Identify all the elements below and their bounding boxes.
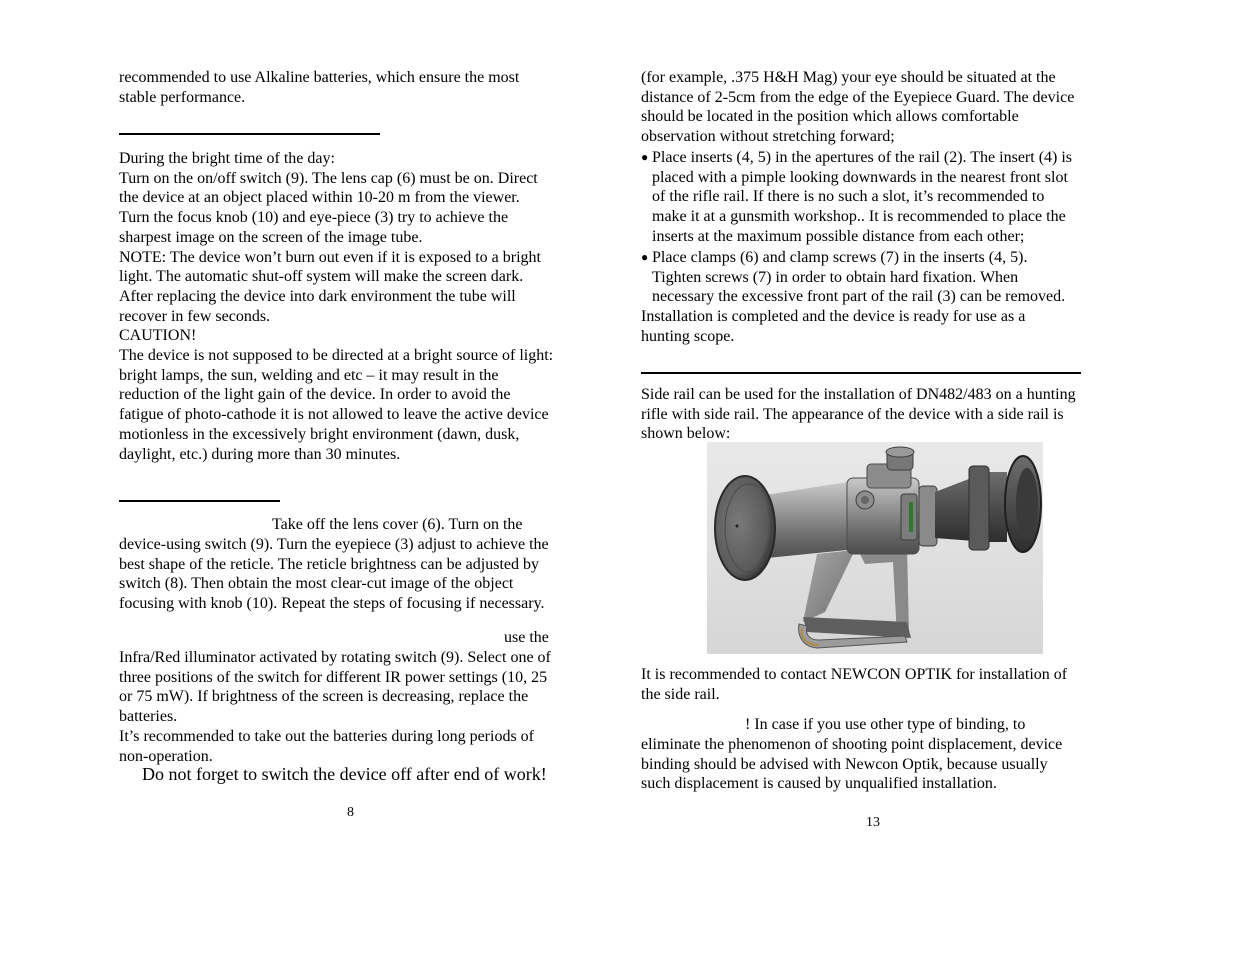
page-number: 13 bbox=[866, 815, 880, 830]
operation-text-first: Take off the lens cover (6). Turn on the bbox=[272, 516, 523, 533]
section-heading-rule bbox=[119, 133, 380, 135]
warning-text: eliminate the phenomenon of shooting point displacement, device binding should be advised with Newcon Optik, because usually such displacement is caused by unqualified installation. bbox=[641, 736, 1063, 793]
device-with-side-rail-image bbox=[707, 442, 1043, 654]
positioning-text: (for example, .375 H&H Mag) your eye should be situated at the distance of 2-5cm from the edge of the Eyepiece Guard. The device should be located in the position which allows comfortable observation without stretching forward; bbox=[641, 69, 1075, 146]
section-heading-rule bbox=[641, 372, 1081, 374]
intro-text: recommended to use Alkaline batteries, which ensure the most stable performance. bbox=[119, 69, 520, 106]
warning-text-first: ! In case if you use other type of binding, to bbox=[745, 716, 1026, 733]
ir-text: Infra/Red illuminator activated by rotating switch (9). Select one of three positions of the switch for different IR power settings (10, 25 or 75 mW). If brightness of the screen is decreasing, replace the batteries. It’s recommended to take out the batteries during long periods of non-operation. bbox=[119, 649, 551, 765]
switch-off-reminder: Do not forget to switch the device off after end of work! bbox=[142, 764, 547, 784]
operation-text: device-using switch (9). Turn the eyepiece (3) adjust to achieve the best shape of the reticle. The reticle brightness can be adjusted by switch (8). Then obtain the most clear-cut image of the object focusing with knob (10). Repeat the steps of focusing if necessary. bbox=[119, 536, 549, 613]
page-number: 8 bbox=[347, 805, 354, 820]
bullet-icon: ● bbox=[641, 250, 649, 264]
contact-text: It is recommended to contact NEWCON OPTIK for installation of the side rail. bbox=[641, 666, 1068, 703]
ir-text-first: use the bbox=[504, 629, 549, 646]
day-use-text: During the bright time of the day: Turn on the on/off switch (9). The lens cap (6) must be on. Direct the device at an object placed within 10-20 m from the viewer. Turn the focus knob (10) and eye-piece (3) try to achieve the sharpest image on the screen of the image tube. NOTE: The device won’t burn out even if it is exposed to a bright light. The automatic shut-off system will make the screen dark. After replacing the device into dark environment the tube will recover in few seconds. CAUTION! The device is not supposed to be directed at a bright source of light: bright lamps, the sun, welding and etc – it may result in the reduction of the light gain of the device. In order to avoid the fatigue of photo-cathode it is not allowed to leave the active device motionless in the excessively bright environment (dawn, dusk, daylight, etc.) during more than 30 minutes. bbox=[119, 150, 554, 463]
bullet-icon: ● bbox=[641, 150, 649, 164]
side-rail-text: Side rail can be used for the installation of DN482/483 on a hunting rifle with side rail. The appearance of the device with a side rail is shown below: bbox=[641, 386, 1076, 443]
section-heading-rule bbox=[119, 500, 280, 502]
list-item: ● Place inserts (4, 5) in the apertures of the rail (2). The insert (4) is placed with a pimple looking downwards in the nearest front slot of the rifle rail. If there is no such a slot, it’s recommended to make it at a gunsmith workshop.. It is recommended to place the inserts at the maximum possible distance from each other; bbox=[641, 149, 1073, 245]
completion-text: Installation is completed and the device is ready for use as a hunting scope. bbox=[641, 308, 1026, 345]
caution-label: CAUTION! bbox=[119, 327, 197, 345]
list-item: ● Place clamps (6) and clamp screws (7) in the inserts (4, 5). Tighten screws (7) in order to obtain hard fixation. When necessary the excessive front part of the rail (3) can be removed. bbox=[641, 249, 1066, 306]
